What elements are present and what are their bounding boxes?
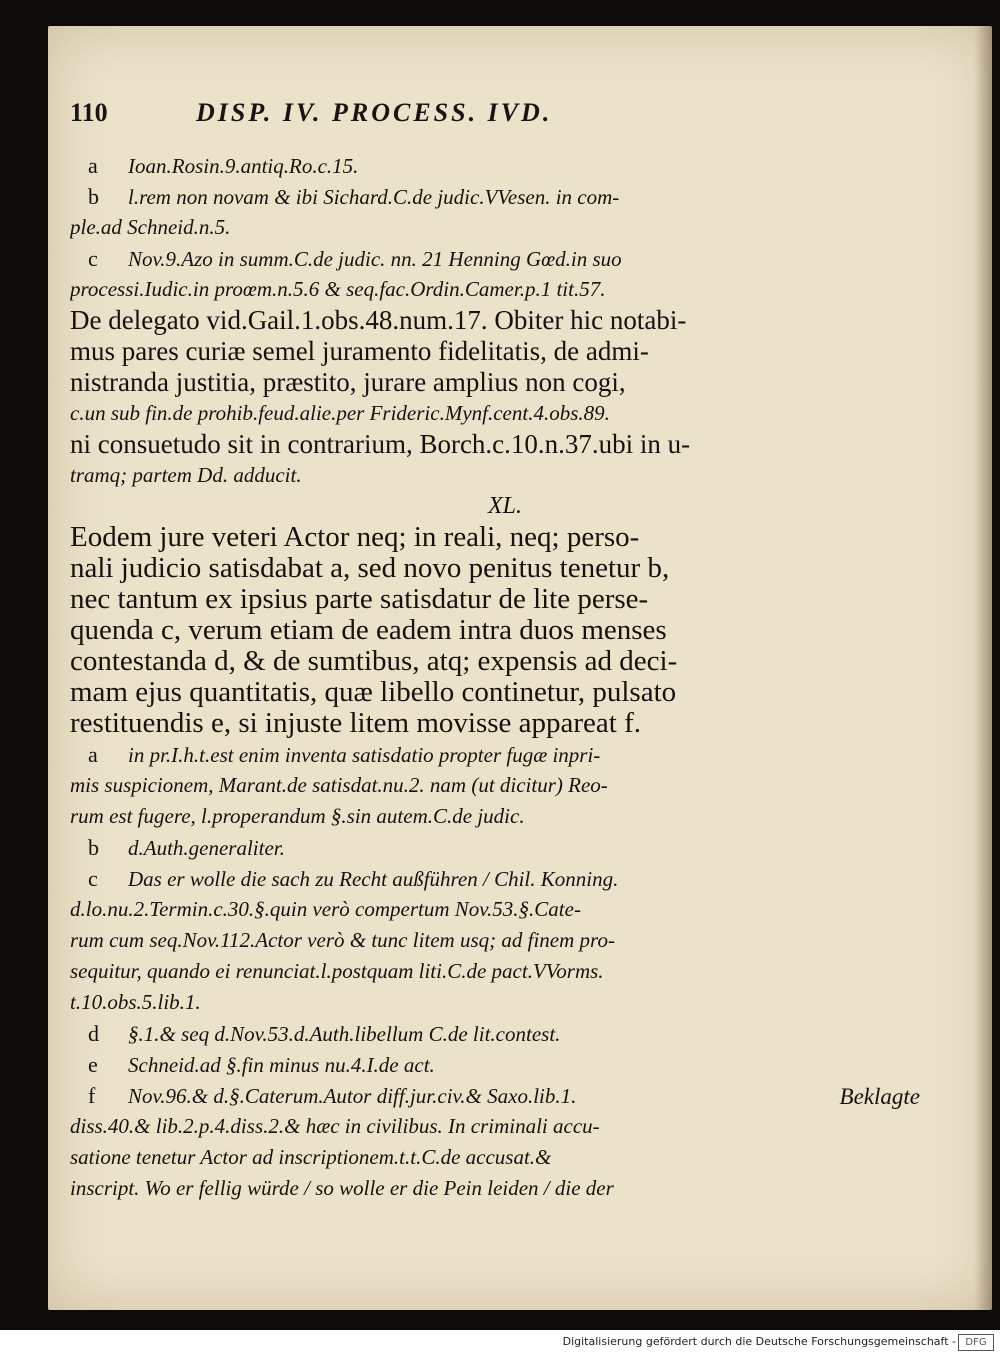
text-line <box>70 553 940 584</box>
section-heading <box>70 491 940 522</box>
text-line <box>70 1049 940 1080</box>
dfg-logo: DFG <box>958 1334 994 1351</box>
line-text: nistranda justitia, præstito, jurare amplius non cogi, <box>70 367 626 397</box>
text-line <box>70 615 940 646</box>
line-text: mus pares curiæ semel juramento fidelitatis, de admi- <box>70 336 649 366</box>
footnote-marker: c <box>88 246 98 271</box>
page-body-text <box>70 150 940 1204</box>
line-text: inscript. Wo er fellig würde / so wolle er die Pein leiden / die der <box>70 1176 614 1200</box>
text-line <box>70 305 940 336</box>
text-line <box>70 770 940 801</box>
text-line <box>70 150 940 181</box>
text-line <box>70 739 940 770</box>
text-line <box>70 212 940 243</box>
text-line <box>70 987 940 1018</box>
line-text: §.1.& seq d.Nov.53.d.Auth.libellum C.de lit.contest. <box>128 1022 561 1046</box>
line-text: De delegato vid.Gail.1.obs.48.num.17. Obiter hic notabi- <box>70 305 687 335</box>
footnote-marker: a <box>88 742 98 767</box>
text-line <box>70 894 940 925</box>
catchword: Beklagte <box>839 1084 920 1109</box>
text-line <box>70 1173 940 1204</box>
text-line <box>70 398 940 429</box>
text-line <box>70 1142 940 1173</box>
page-number: 110 <box>70 98 108 127</box>
line-text: ple.ad Schneid.n.5. <box>70 215 231 239</box>
line-text: rum est fugere, l.properandum §.sin autem.C.de judic. <box>70 804 525 828</box>
line-text: d.lo.nu.2.Termin.c.30.§.quin verò compertum Nov.53.§.Cate- <box>70 897 581 921</box>
line-text: Schneid.ad §.fin minus nu.4.I.de act. <box>128 1053 435 1077</box>
text-line <box>70 181 940 212</box>
footer-credit: Digitalisierung gefördert durch die Deutsche Forschungsgemeinschaft - <box>562 1335 956 1348</box>
line-text: mam ejus quantitatis, quæ libello continetur, pulsato <box>70 677 677 708</box>
text-line <box>70 677 940 708</box>
line-text: tramq; partem Dd. adducit. <box>70 463 302 487</box>
line-text: Ioan.Rosin.9.antiq.Ro.c.15. <box>128 154 359 178</box>
text-line <box>70 925 940 956</box>
footnote-marker: e <box>88 1052 98 1077</box>
line-text: satione tenetur Actor ad inscriptionem.t.t.C.de accusat.& <box>70 1145 552 1169</box>
line-text: diss.40.& lib.2.p.4.diss.2.& hæc in civilibus. In criminali accu- <box>70 1114 600 1138</box>
text-line <box>70 429 940 460</box>
text-line <box>70 274 940 305</box>
line-text: Nov.96.& d.§.Caterum.Autor diff.jur.civ.& Saxo.lib.1. <box>128 1084 577 1108</box>
line-text: processi.Iudic.in proœm.n.5.6 & seq.fac.Ordin.Camer.p.1 tit.57. <box>70 277 606 301</box>
text-line <box>70 646 940 677</box>
running-title: DISP. IV. PROCESS. IVD. <box>196 98 553 127</box>
text-line <box>70 1018 940 1049</box>
line-text: c.un sub fin.de prohib.feud.alie.per Frideric.Mynf.cent.4.obs.89. <box>70 401 610 425</box>
line-text: mis suspicionem, Marant.de satisdat.nu.2. nam (ut dicitur) Reo- <box>70 773 608 797</box>
text-line <box>70 801 940 832</box>
text-line <box>70 243 940 274</box>
text-line <box>70 832 940 863</box>
text-line <box>70 367 940 398</box>
line-text: l.rem non novam & ibi Sichard.C.de judic.VVesen. in com- <box>128 185 620 209</box>
line-text: sequitur, quando ei renunciat.l.postquam liti.C.de pact.VVorms. <box>70 959 604 983</box>
text-line <box>70 863 940 894</box>
footnote-marker: b <box>88 184 99 209</box>
text-line <box>70 956 940 987</box>
line-text: ni consuetudo sit in contrarium, Borch.c.10.n.37.ubi in u- <box>70 429 691 459</box>
line-text: nali judicio satisdabat a, sed novo penitus tenetur b, <box>70 553 670 584</box>
line-text: nec tantum ex ipsius parte satisdatur de lite perse- <box>70 584 649 615</box>
text-line <box>70 584 940 615</box>
footnote-marker: c <box>88 866 98 891</box>
text-line <box>70 522 940 553</box>
line-text: in pr.I.h.t.est enim inventa satisdatio propter fugæ inpri- <box>128 743 601 767</box>
footnote-marker: b <box>88 835 99 860</box>
line-text: Nov.9.Azo in summ.C.de judic. nn. 21 Henning Gœd.in suo <box>128 247 622 271</box>
line-text: restituendis e, si injuste litem movisse appareat f. <box>70 708 642 739</box>
running-head <box>70 98 850 138</box>
line-text: contestanda d, & de sumtibus, atq; expensis ad deci- <box>70 646 678 677</box>
footnote-marker: f <box>88 1083 96 1108</box>
line-text: rum cum seq.Nov.112.Actor verò & tunc litem usq; ad finem pro- <box>70 928 615 952</box>
line-text: t.10.obs.5.lib.1. <box>70 990 201 1014</box>
footnote-marker: d <box>88 1021 99 1046</box>
line-text: quenda c, verum etiam de eadem intra duos menses <box>70 615 667 646</box>
line-text: Eodem jure veteri Actor neq; in reali, neq; perso- <box>70 522 640 553</box>
text-line <box>70 1111 940 1142</box>
text-line <box>70 336 940 367</box>
footer-bar <box>0 1330 1000 1354</box>
line-text: XL. <box>487 493 522 519</box>
text-line <box>70 460 940 491</box>
page-gutter <box>974 26 992 1310</box>
line-text: Das er wolle die sach zu Recht außführen / Chil. Konning. <box>128 867 619 891</box>
footnote-marker: a <box>88 153 98 178</box>
text-line <box>70 708 940 739</box>
text-line <box>70 1080 940 1111</box>
line-text: d.Auth.generaliter. <box>128 836 285 860</box>
